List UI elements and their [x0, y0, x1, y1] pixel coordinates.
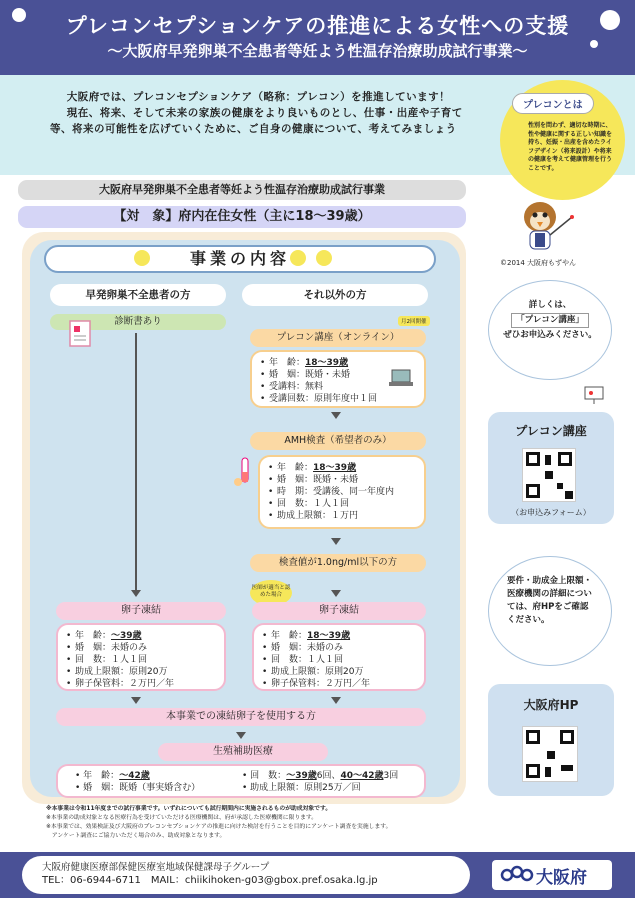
presentation-icon	[583, 385, 607, 405]
item-value: 18～39歳	[305, 358, 349, 368]
contact-box	[22, 856, 470, 894]
sidebar-bubble-hp	[488, 556, 612, 666]
list-item	[262, 654, 418, 666]
item-label: 回 数：１人１回	[277, 499, 350, 509]
intro-line-2: 現在、将来、そして未来の家族の健康をより良いものとし、仕事・出産や子育て等、将来の可能性を広げていくために、ご自身の健康について、考えてみましょう	[50, 107, 463, 135]
item-label: 婚 姻：既婚・未婚	[269, 370, 351, 380]
art-card	[56, 764, 426, 798]
flow-arrow-icon	[331, 412, 341, 419]
list-item	[66, 630, 218, 642]
header-banner	[0, 0, 635, 75]
art-count-b-suffix: 3回	[383, 771, 399, 781]
list-item	[66, 642, 218, 654]
osaka-emblem-icon	[500, 865, 534, 885]
decor-dot	[12, 8, 26, 22]
precon-course-title: プレコン講座（オンライン）	[250, 329, 426, 347]
item-label: 助成上限額：１万円	[277, 511, 359, 521]
threshold-condition: 検査値が1.0ng/ml以下の方	[250, 554, 426, 572]
course-panel-title: プレコン講座	[515, 424, 587, 438]
art-age-label: 年 齢：	[83, 771, 120, 781]
intro-text	[50, 89, 480, 137]
list-item	[262, 642, 418, 654]
list-item	[268, 474, 418, 486]
item-label: 年 齢：	[271, 631, 308, 641]
egg-freezing-title-right: 卵子凍結	[252, 602, 426, 620]
course-qr-code[interactable]	[522, 448, 576, 502]
item-label: 年 齢：	[269, 358, 306, 368]
test-tube-icon	[232, 456, 258, 488]
item-label: 助成上限額：原則20万	[75, 667, 168, 677]
art-count-a: ～39歳	[286, 771, 317, 781]
flow-arrow-icon	[331, 697, 341, 704]
item-label: 卵子保管料：２万円／年	[271, 679, 371, 689]
flow-line	[135, 333, 137, 591]
hp-qr-code[interactable]	[522, 726, 578, 782]
flow-arrow-icon	[331, 590, 341, 597]
hp-panel-title: 大阪府HP	[523, 698, 579, 712]
art-limit-item: • 助成上限額：原則25万／回	[242, 783, 361, 793]
logo-text: 大阪府	[536, 868, 587, 888]
intro-line-1: 大阪府では、プレコンセプションケア（略称：プレコン）を推進しています！	[66, 91, 451, 103]
mascot-mozuyan-image	[512, 195, 578, 259]
egg-freezing-title-left: 卵子凍結	[56, 602, 226, 620]
flow-arrow-icon	[331, 538, 341, 545]
list-item	[262, 678, 418, 690]
program-name-bar: 大阪府早発卵巣不全患者等妊よう性温存治療助成試行事業	[18, 180, 466, 200]
flow-arrow-icon	[131, 590, 141, 597]
footnote: ※本事業では、効果検証及び大阪府のプレコンセプションケアの推進に向けた検討を行うことを目的にアンケート調査を実施します。	[46, 824, 392, 830]
art-title: 生殖補助医療	[158, 743, 328, 761]
page-title: プレコンセプションケアの推進による女性への支援	[65, 14, 570, 38]
art-count-a-suffix: 6回、	[316, 771, 341, 781]
precon-label: プレコンとは	[512, 93, 594, 114]
department-name: 大阪府健康医療部保健医療室地域保健課母子グループ	[42, 862, 270, 873]
bubble-line: 医療機関の詳細につい	[507, 589, 592, 599]
precon-description: 性別を問わず、適切な時期に、性や健康に関する正しい知識を持ち、妊娠・出産を含めたライフデザイン（将来設計）や将来の健康を考えて健康管理を行うことです。	[528, 122, 613, 172]
bubble-line: 要件・助成金上限額・	[507, 576, 593, 586]
art-count-item: • 回 数：～39歳6回、40～42歳3回	[242, 771, 399, 781]
item-label: 婚 姻：未婚のみ	[271, 643, 344, 653]
item-value: ～39歳	[111, 631, 142, 641]
decor-dot	[290, 250, 306, 266]
item-value: 18～39歳	[307, 631, 351, 641]
page-subtitle: ～大阪府早発卵巣不全患者等妊よう性温存治療助成試行事業～	[107, 42, 528, 60]
footnote: アンケート調査にご協力いただく場合のみ、助成対象となります。	[46, 833, 226, 839]
list-item	[262, 666, 418, 678]
art-limit-label: 助成上限額：原則25万／回	[250, 783, 361, 793]
course-panel-caption: （お申込みフォーム）	[511, 508, 591, 517]
use-frozen-eggs-bar: 本事業での凍結卵子を使用する方	[56, 708, 426, 726]
bubble-line: ては、府HPをご確認	[507, 602, 589, 612]
footnote: ※本事業は令和11年度までの試行事業です。いずれについても試行期間内に実施されるものが助成対象です。	[46, 806, 332, 812]
item-label: 回 数：１人１回	[75, 655, 148, 665]
art-count-label: 回 数：	[250, 771, 287, 781]
decor-dot	[316, 250, 332, 266]
doctor-note-badge: 医師が適当と認めた場合	[250, 580, 292, 606]
item-label: 回 数：１人１回	[271, 655, 344, 665]
precon-definition-bubble	[500, 80, 625, 200]
flow-arrow-icon	[131, 697, 141, 704]
item-label: 時 期：受講後、同一年度内	[277, 487, 395, 497]
item-label: 助成上限額：原則20万	[271, 667, 364, 677]
egg-freezing-card-right	[252, 623, 426, 691]
laptop-icon	[388, 368, 414, 388]
contact-info[interactable]: TEL：06-6944-6711 MAIL：chiikihoken-g03@gbox.pref.osaka.lg.jp	[42, 875, 378, 886]
item-label: 婚 姻：既婚・未婚	[277, 475, 359, 485]
decor-dot	[590, 40, 598, 48]
hp-qr-panel	[488, 684, 614, 796]
section-title: 事業の内容	[44, 245, 436, 273]
decor-dot	[600, 10, 620, 30]
footnote: ※本事業の助成対象となる医療行為を受けていただける医療機関は、府が承認した医療機関に限ります。	[46, 815, 318, 821]
list-item	[66, 666, 218, 678]
list-item	[66, 678, 218, 690]
amh-test-title: AMH検査（希望者のみ）	[250, 432, 426, 450]
item-label: 婚 姻：未婚のみ	[75, 643, 148, 653]
item-label: 年 齢：	[277, 463, 314, 473]
list-item	[268, 486, 418, 498]
item-label: 受講回数：原則年度中１回	[269, 394, 378, 404]
osaka-logo	[492, 860, 612, 890]
item-label: 卵子保管料：２万円／年	[75, 679, 175, 689]
bubble-line: 詳しくは、	[528, 300, 572, 310]
left-path-title: 早発卵巣不全患者の方	[50, 284, 226, 306]
sidebar-bubble-course	[488, 280, 612, 380]
bubble-line: ぜひお申込みください。	[503, 330, 597, 340]
art-marriage-label: 婚 姻：既婚（事実婚含む）	[83, 783, 201, 793]
target-bar: 【対 象】府内在住女性（主に18～39歳）	[18, 206, 466, 228]
course-qr-panel	[488, 412, 614, 524]
art-marriage-item: • 婚 姻：既婚（事実婚含む）	[75, 783, 201, 793]
amh-test-card	[258, 455, 426, 529]
mascot-caption: ©2014 大阪府もずやん	[500, 259, 577, 267]
footnotes	[46, 805, 466, 841]
egg-freezing-card-left	[56, 623, 226, 691]
art-age-value: ～42歳	[119, 771, 150, 781]
left-step-diagnosis: 診断書あり	[50, 314, 226, 330]
flow-arrow-icon	[236, 732, 246, 739]
list-item	[262, 630, 418, 642]
list-item	[66, 654, 218, 666]
item-label: 受講料：無料	[269, 382, 324, 392]
item-label: 年 齢：	[75, 631, 112, 641]
art-age-item: • 年 齢：～42歳	[75, 771, 150, 781]
course-badge: 月2回開催	[398, 316, 430, 326]
list-item	[268, 510, 418, 522]
list-item	[268, 498, 418, 510]
bubble-line: 「プレコン講座」	[511, 313, 589, 328]
item-value: 18～39歳	[313, 463, 357, 473]
art-count-b: 40～42歳	[340, 771, 384, 781]
document-icon	[68, 318, 94, 348]
list-item	[268, 462, 418, 474]
decor-dot	[134, 250, 150, 266]
bubble-line: ください。	[507, 615, 550, 625]
right-path-title: それ以外の方	[242, 284, 428, 306]
list-item	[260, 393, 418, 405]
